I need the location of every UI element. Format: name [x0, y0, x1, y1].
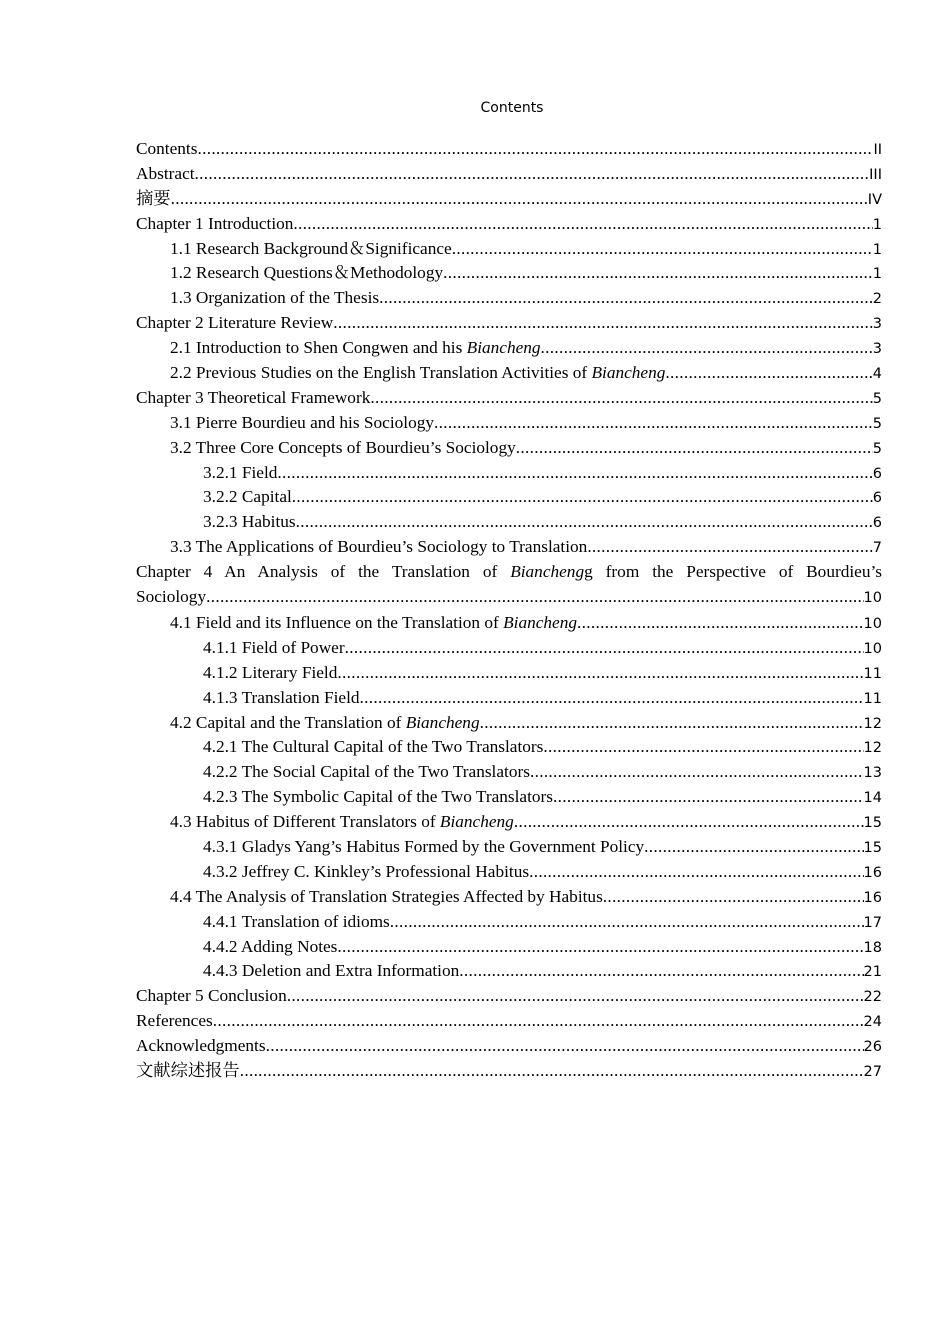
dot-leader — [296, 510, 873, 535]
dot-leader — [553, 785, 864, 810]
toc-page-number: 14 — [863, 790, 882, 807]
toc-entry-3-3[interactable] — [136, 535, 882, 560]
toc-entry-3-2-3[interactable] — [136, 510, 882, 535]
toc-entry-acknowledgments[interactable] — [136, 1034, 882, 1059]
toc-entry-4-1-2[interactable] — [136, 661, 882, 686]
toc-entry-chapter-3[interactable] — [136, 386, 882, 411]
toc-entry-title: 3.2.2 Capital — [203, 487, 292, 507]
dot-leader — [337, 661, 863, 686]
toc-page-number: 4 — [872, 366, 882, 383]
toc-page-number: 5 — [872, 390, 882, 407]
toc-entry-title: 3.3 The Applications of Bourdieu’s Sociology to Translation — [170, 537, 588, 557]
toc-entry-title: 摘要 — [136, 188, 171, 208]
toc-page-number: 1 — [872, 266, 882, 283]
toc-entry-4-1[interactable] — [136, 611, 882, 636]
toc-page-number: 22 — [863, 989, 882, 1006]
toc-entry-title: 4.4.1 Translation of idioms — [203, 911, 390, 931]
dot-leader — [530, 760, 864, 785]
toc-page-number: 10 — [863, 615, 882, 632]
toc-entry-references[interactable] — [136, 1009, 882, 1034]
toc-entry-title: 1.1 Research Background＆Significance — [170, 238, 452, 258]
toc-page-number: 5 — [872, 440, 882, 457]
toc-entry-chapter-1[interactable] — [136, 212, 882, 237]
toc-entry-chapter-2[interactable] — [136, 311, 882, 336]
dot-leader — [292, 485, 873, 510]
toc-page-number: 18 — [863, 939, 882, 956]
toc-entry-4-4[interactable] — [136, 885, 882, 910]
toc-page-number: III — [869, 166, 882, 183]
toc-page-number: 11 — [863, 690, 882, 707]
toc-entry-title: 4.3.2 Jeffrey C. Kinkley’s Professional Habitus — [203, 861, 530, 881]
toc-entry-title: 4.3 Habitus of Different Translators of Biancheng — [170, 812, 514, 832]
toc-entry-title: 4.2.1 The Cultural Capital of the Two Translators — [203, 737, 544, 757]
dot-leader — [360, 686, 864, 711]
toc-entry-4-4-2[interactable] — [136, 935, 882, 960]
toc-entry-2-2[interactable] — [136, 361, 882, 386]
toc-entry-title: Chapter 3 Theoretical Framework — [136, 387, 371, 407]
toc-entry-title: 2.1 Introduction to Shen Congwen and his Biancheng — [170, 338, 541, 358]
toc-entry-title-line-1: Chapter 4 An Analysis of the Translation of Bianchengg from the Perspective of Bourdieu’s — [136, 562, 882, 582]
toc-entry-title-line-2: Sociology — [136, 587, 207, 607]
toc-entry-title: 4.2.3 The Symbolic Capital of the Two Translators — [203, 787, 554, 807]
page-title: Contents — [480, 100, 544, 116]
toc-page-number: 10 — [863, 590, 882, 607]
toc-entry-4-2-1[interactable] — [136, 735, 882, 760]
dot-leader — [577, 611, 864, 636]
toc-page-number: 1 — [872, 216, 882, 233]
dot-leader — [390, 910, 864, 935]
dot-leader — [543, 735, 863, 760]
toc-entry-title: Chapter 5 Conclusion — [136, 986, 287, 1006]
toc-entry-3-1[interactable] — [136, 411, 882, 436]
dot-leader — [171, 187, 868, 212]
toc-entry-title: Abstract — [136, 163, 195, 183]
dot-leader — [266, 1034, 864, 1059]
toc-entry-chapter-4[interactable] — [136, 560, 882, 611]
toc-page-number: 15 — [863, 815, 882, 832]
toc-page-number: 26 — [863, 1039, 882, 1056]
dot-leader — [195, 162, 870, 187]
dot-leader — [603, 885, 864, 910]
dot-leader — [434, 411, 873, 436]
toc-entry-chapter-5[interactable] — [136, 984, 882, 1009]
toc-entry-4-3-2[interactable] — [136, 860, 882, 885]
toc-entry-4-1-1[interactable] — [136, 636, 882, 661]
toc-entry-4-1-3[interactable] — [136, 686, 882, 711]
toc-page-number: 6 — [872, 490, 882, 507]
table-of-contents — [136, 137, 882, 1084]
dot-leader — [665, 361, 872, 386]
dot-leader — [206, 585, 863, 610]
toc-entry-title: 文献综述报告 — [136, 1060, 240, 1080]
dot-leader — [213, 1009, 864, 1034]
toc-entry-title: 4.1.3 Translation Field — [203, 687, 360, 707]
dot-leader — [287, 984, 864, 1009]
toc-page-number: 16 — [863, 864, 882, 881]
dot-leader — [644, 835, 863, 860]
dot-leader — [379, 286, 873, 311]
toc-page-number: 5 — [872, 415, 882, 432]
toc-entry-contents[interactable] — [136, 137, 882, 162]
toc-entry-2-1[interactable] — [136, 336, 882, 361]
toc-entry-title: 4.4.2 Adding Notes — [203, 936, 338, 956]
dot-leader — [516, 436, 873, 461]
dot-leader — [587, 535, 872, 560]
dot-leader — [277, 461, 872, 486]
toc-entry-title: 4.2.2 The Social Capital of the Two Translators — [203, 762, 530, 782]
toc-entry-4-3-1[interactable] — [136, 835, 882, 860]
dot-leader — [541, 336, 873, 361]
toc-page-number: 15 — [863, 839, 882, 856]
toc-entry-title: References — [136, 1011, 213, 1031]
toc-page-number: 24 — [863, 1014, 882, 1031]
toc-page-number: 6 — [872, 465, 882, 482]
toc-entry-title: Chapter 2 Literature Review — [136, 313, 334, 333]
toc-page-number: 11 — [863, 665, 882, 682]
toc-page-number: IV — [867, 191, 882, 208]
dot-leader — [514, 810, 864, 835]
toc-entry-title: 4.1 Field and its Influence on the Translation of Biancheng — [170, 612, 578, 632]
toc-entry-1-3[interactable] — [136, 286, 882, 311]
dot-leader — [240, 1059, 864, 1084]
toc-page-number: 3 — [872, 341, 882, 358]
toc-entry-4-4-1[interactable] — [136, 910, 882, 935]
toc-page-number: 3 — [872, 316, 882, 333]
toc-entry-title: Acknowledgments — [136, 1036, 266, 1056]
toc-entry-4-2-3[interactable] — [136, 785, 882, 810]
toc-page-number: 2 — [872, 291, 882, 308]
dot-leader — [529, 860, 863, 885]
dot-leader — [333, 311, 873, 336]
toc-entry-4-2[interactable] — [136, 711, 882, 736]
toc-entry-title: 4.4.3 Deletion and Extra Information — [203, 961, 460, 981]
toc-page-number: 1 — [872, 241, 882, 258]
dot-leader — [459, 959, 863, 984]
toc-page-number: 7 — [872, 540, 882, 557]
toc-entry-title: 1.3 Organization of the Thesis — [170, 288, 380, 308]
toc-entry-3-2-2[interactable] — [136, 485, 882, 510]
toc-page-number: 21 — [863, 964, 882, 981]
toc-entry-title: 3.2.3 Habitus — [203, 512, 296, 532]
dot-leader — [337, 935, 863, 960]
dot-leader — [480, 711, 864, 736]
toc-entry-title: 2.2 Previous Studies on the English Translation Activities of Biancheng — [170, 363, 666, 383]
toc-page-number: 6 — [872, 515, 882, 532]
toc-entry-4-4-3[interactable] — [136, 959, 882, 984]
toc-entry-3-2-1[interactable] — [136, 461, 882, 486]
toc-entry-1-2[interactable] — [136, 261, 882, 286]
toc-entry-title: 1.2 Research Questions＆Methodology — [170, 263, 444, 283]
toc-page-number: 10 — [863, 640, 882, 657]
dot-leader — [452, 237, 873, 262]
toc-entry-title: 4.2 Capital and the Translation of Biancheng — [170, 712, 480, 732]
toc-entry-3-2[interactable] — [136, 436, 882, 461]
toc-entry-4-2-2[interactable] — [136, 760, 882, 785]
toc-page-number: 12 — [863, 715, 882, 732]
toc-entry-chinese-abstract[interactable] — [136, 187, 882, 212]
toc-entry-4-3[interactable] — [136, 810, 882, 835]
toc-entry-title: 3.2 Three Core Concepts of Bourdieu’s Sociology — [170, 437, 516, 457]
toc-entry-title: 3.2.1 Field — [203, 462, 278, 482]
toc-entry-title: 4.1.1 Field of Power — [203, 637, 345, 657]
toc-entry-title: 3.1 Pierre Bourdieu and his Sociology — [170, 412, 434, 432]
dot-leader — [293, 212, 872, 237]
dot-leader — [370, 386, 872, 411]
toc-entry-title: Contents — [136, 139, 198, 158]
toc-page-number: 17 — [863, 914, 882, 931]
toc-entry-abstract[interactable] — [136, 162, 882, 187]
toc-entry-title: 4.1.2 Literary Field — [203, 662, 338, 682]
dot-leader — [443, 261, 873, 286]
toc-page-number: 27 — [863, 1063, 882, 1080]
toc-page-number: 12 — [863, 740, 882, 757]
toc-entry-literature-review-report[interactable] — [136, 1059, 882, 1084]
toc-entry-title: Chapter 1 Introduction — [136, 213, 294, 233]
toc-page-number: 16 — [863, 889, 882, 906]
dot-leader — [345, 636, 864, 661]
toc-entry-title: 4.4 The Analysis of Translation Strategies Affected by Habitus — [170, 886, 603, 906]
toc-entry-1-1[interactable] — [136, 237, 882, 262]
toc-entry-title: 4.3.1 Gladys Yang’s Habitus Formed by the Government Policy — [203, 836, 645, 856]
toc-page-number: II — [873, 142, 882, 158]
dot-leader — [197, 137, 873, 162]
toc-page-number: 13 — [863, 765, 882, 782]
